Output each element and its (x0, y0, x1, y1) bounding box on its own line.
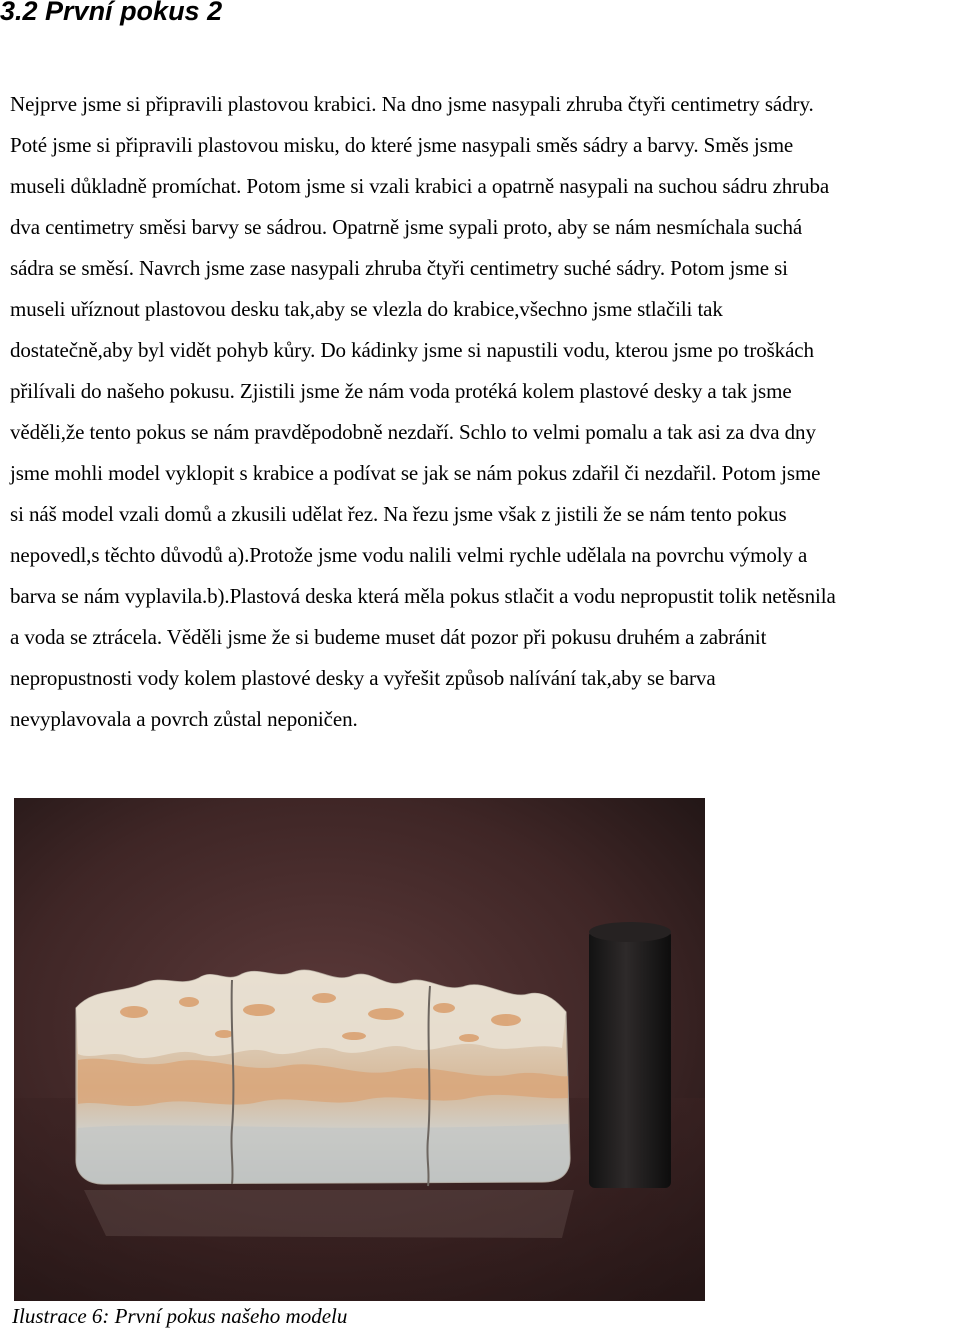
paragraph-line: přilívali do našeho pokusu. Zjistili jsme že nám voda protéká kolem plastové desky a tak jsme (10, 379, 792, 403)
paragraph-line: museli uříznout plastovou desku tak,aby se vlezla do krabice,všechno jsme stlačili tak (10, 297, 723, 321)
paragraph-line: museli důkladně promíchat. Potom jsme si vzali krabici a opatrně nasypali na suchou sádru zhruba (10, 174, 830, 198)
paragraph-line: a voda se ztrácela. Věděli jsme že si budeme muset dát pozor při pokusu druhém a zabránit (10, 625, 767, 649)
paragraph-line: si náš model vzali domů a zkusili udělat řez. Na řezu jsme však z jistili že se nám tento pokus (10, 502, 787, 526)
paragraph-line: věděli,že tento pokus se nám pravděpodobně nezdaří. Schlo to velmi pomalu a tak asi za dva dny (10, 420, 816, 444)
model-photo-illustration (14, 798, 705, 1301)
paragraph-line: Nejprve jsme si připravili plastovou krabici. Na dno jsme nasypali zhruba čtyři centimetry sádry. (10, 92, 814, 116)
paragraph-line: nevyplavovala a povrch zůstal neponičen. (10, 707, 358, 731)
paragraph-line: dostatečně,aby byl vidět pohyb kůry. Do kádinky jsme si napustili vodu, kterou jsme po troškách (10, 338, 814, 362)
model-reflection (84, 1190, 574, 1238)
paragraph-line: sádra se směsí. Navrch jsme zase nasypali zhruba čtyři centimetry suché sádry. Potom jsme si (10, 256, 788, 280)
paragraph-line: nepovedl,s těchto důvodů a).Protože jsme vodu nalili velmi rychle udělala na povrchu výmoly a (10, 543, 808, 567)
plaster-model (76, 970, 570, 1186)
paragraph-line: Poté jsme si připravili plastovou misku, do které jsme nasypali směs sádry a barvy. Směs jsme (10, 133, 794, 157)
section-heading: 3.2 První pokus 2 (0, 0, 223, 26)
figure-caption: Ilustrace 6: První pokus našeho modelu (12, 1304, 348, 1328)
body-paragraph (10, 84, 960, 740)
paragraph-line: nepropustnosti vody kolem plastové desky a vyřešit způsob nalívání tak,aby se barva (10, 666, 716, 690)
dark-beaker (589, 922, 671, 1188)
model-photo (14, 798, 705, 1301)
paragraph-line: jsme mohli model vyklopit s krabice a podívat se jak se nám pokus zdařil či nezdařil. Potom jsme (10, 461, 821, 485)
paragraph-line: barva se nám vyplavila.b).Plastová deska která měla pokus stlačit a vodu nepropustit tolik netěsnila (10, 584, 836, 608)
paragraph-line: dva centimetry směsi barvy se sádrou. Opatrně jsme sypali proto, aby se nám nesmíchala suchá (10, 215, 803, 239)
